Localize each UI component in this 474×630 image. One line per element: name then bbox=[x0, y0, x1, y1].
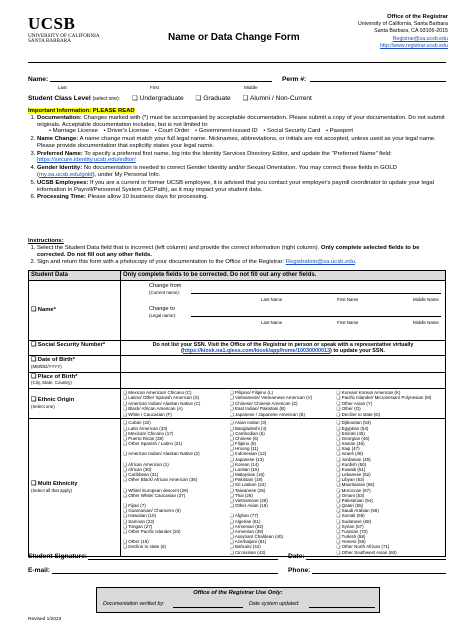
qless-kiosk-link[interactable]: https://kiosk.na1.qless.com/kiosk/app/home/10030000013 bbox=[182, 348, 331, 355]
email-label: E-mail: bbox=[28, 567, 50, 574]
ethnicity-option[interactable]: ❏ Korean (14) bbox=[229, 461, 259, 467]
gold-link[interactable]: my.sa.ucsb.edu/gold bbox=[38, 172, 93, 179]
date-updated-field[interactable] bbox=[309, 607, 375, 608]
ethnicity-option[interactable]: ❏ Kuwaiti (51) bbox=[336, 466, 366, 472]
ethnicity-option[interactable]: ❏ Chinese/ Chinese American (Z) bbox=[229, 400, 298, 406]
ethnicity-option[interactable]: ❏ Somali (69) bbox=[336, 513, 365, 519]
ethnicity-option[interactable]: ❏ Georgian (46) bbox=[336, 435, 370, 441]
ethnicity-option[interactable]: ❏ Asian Indian (3) bbox=[229, 420, 267, 426]
ethnicity-option[interactable]: ❏ Jordanian (49) bbox=[336, 456, 371, 462]
ethnicity-option[interactable]: ❏ American Indian/ Alaskan Native (C) bbox=[123, 400, 201, 406]
ethnicity-option[interactable]: ❏ Armenian (62) bbox=[229, 523, 264, 529]
ethnicity-option[interactable]: ❏ Circassian (43) bbox=[229, 549, 266, 555]
ethnic-col-1 bbox=[123, 390, 230, 417]
ethnicity-option[interactable]: ❏ Lebanese (52) bbox=[336, 472, 371, 478]
perm-field[interactable] bbox=[310, 81, 446, 82]
pob-checkbox[interactable]: ❏ Place of Birth* (City, State, Country) bbox=[29, 372, 121, 388]
student-data-table bbox=[28, 270, 446, 557]
ethnicity-option[interactable]: ❏ Armenian (39) bbox=[229, 528, 264, 534]
ethnicity-option[interactable]: ❏ Vietnamese/ Vietnamese American (V) bbox=[229, 395, 313, 401]
ethnicity-option[interactable]: ❏ Japanese / Japanese American (B) bbox=[229, 411, 305, 417]
ethnicity-option[interactable]: ❏ Korean/ Korean American (K) bbox=[336, 389, 401, 395]
ethnicity-option[interactable]: ❏ Laotian (15) bbox=[229, 466, 259, 472]
signature-label: Student Signature: bbox=[28, 553, 87, 560]
ethnicity-option[interactable]: ❏ Sri Lankan (24) bbox=[229, 482, 266, 488]
ethnicity-option[interactable]: ❏ Other North African (71) bbox=[336, 544, 390, 550]
dob-field[interactable] bbox=[121, 356, 446, 372]
class-alumni-checkbox[interactable]: ❏ Alumni / Non-Current bbox=[242, 95, 312, 102]
ethnicity-option[interactable]: ❏ Yemeni (59) bbox=[336, 539, 366, 545]
perm-label: Perm #: bbox=[282, 76, 307, 83]
ethnicity-option[interactable]: ❏ Black/ African American (A) bbox=[123, 406, 183, 412]
registrar-contact: Office of the Registrar University of California, Santa Barbara Santa Barbara, CA 93106-2015 Registrar@sa.ucsb.edu http://www.registrar.ucsb.edu bbox=[357, 14, 448, 50]
ethnicity-option[interactable]: ❏ White / Caucasian (F) bbox=[123, 411, 172, 417]
pob-field[interactable] bbox=[121, 372, 446, 388]
registrar-web-link[interactable]: http://www.registrar.ucsb.edu bbox=[379, 43, 448, 50]
ethnicity-option[interactable]: ❏ Djiboutian (53) bbox=[336, 420, 371, 426]
ethnicity-option[interactable]: ❏ Pilipino/ Filipino (L) bbox=[229, 389, 273, 395]
ethnicity-option[interactable]: ❏ Iraqi (47) bbox=[336, 446, 360, 452]
ethnicity-option[interactable]: ❏ Saudi Arabian (56) bbox=[336, 508, 379, 514]
ethnicity-option[interactable]: ❏ Latin American (33) bbox=[123, 425, 168, 431]
dob-row bbox=[29, 356, 446, 372]
ethnicity-option[interactable]: ❏ Taiwanese (25) bbox=[229, 487, 266, 493]
ethnicity-option[interactable]: ❏ Libyan (53) bbox=[336, 477, 365, 483]
ethnicity-option[interactable]: ❏ Sudanese (68) bbox=[336, 518, 372, 524]
ethnicity-option[interactable]: ❏ American Indian/ Alaskan Native (2) bbox=[123, 451, 200, 457]
ethnicity-option[interactable]: ❏ Latino/ Other Spanish American (S) bbox=[123, 395, 200, 401]
ethnic-origin-row bbox=[29, 388, 446, 418]
ethnicity-option[interactable]: ❏ Egyptian (54) bbox=[336, 425, 369, 431]
ethnicity-option[interactable]: ❏ Turkish (58) bbox=[336, 534, 366, 540]
ethnicity-option[interactable]: ❏ Kurdish (50) bbox=[336, 461, 367, 467]
multi-col-1 bbox=[123, 420, 230, 554]
ethnicity-option[interactable]: ❏ Emirati (45) bbox=[336, 430, 365, 436]
ethnicity-option[interactable]: ❏ Decline to state (6) bbox=[123, 544, 167, 550]
multi-col-3 bbox=[336, 420, 443, 554]
multi-ethnicity-checkbox[interactable]: ❏ Multi Ethnicity (Select all that apply) bbox=[29, 419, 121, 556]
ethnicity-option[interactable]: ❏ African American (1) bbox=[123, 461, 169, 467]
ethnicity-option[interactable]: ❏ Other Southwest Asian (60) bbox=[336, 549, 397, 555]
office-use-box: Office of the Registrar Use Only: Documentation verified by: Date system updated: bbox=[96, 587, 380, 613]
ethnicity-option[interactable]: ❏ Afghan (77) bbox=[229, 513, 259, 519]
ethnicity-option[interactable]: ❏ Iranian (46) bbox=[336, 441, 365, 447]
class-level: Student Class Level (select one): ❏ Undergraduate ❏ Graduate ❏ Alumni / Non-Current bbox=[28, 95, 312, 102]
registrar-email-link[interactable]: Registrar@sa.ucsb.edu bbox=[392, 36, 448, 43]
ethnicity-option[interactable]: ❏ Tongan (27) bbox=[123, 523, 153, 529]
ethnicity-option[interactable]: ❏ Guamanian/ Chamorro (9) bbox=[123, 508, 181, 514]
phone-field[interactable] bbox=[312, 573, 446, 574]
ucsb-logo: UCSB UNIVERSITY OF CALIFORNIA SANTA BARBARA bbox=[28, 14, 100, 45]
ethnicity-option[interactable]: ❏ Pakistani (19) bbox=[229, 477, 263, 483]
ethnicity-option[interactable]: ❏ Other (O) bbox=[336, 406, 361, 412]
multi-ethnicity-row bbox=[29, 419, 446, 556]
ethnicity-option[interactable]: ❏ Other Asian (Y) bbox=[336, 400, 373, 406]
ethnic-origin-options bbox=[123, 390, 443, 417]
ethnicity-option[interactable]: ❏ Samoan (23) bbox=[123, 518, 155, 524]
ethnicity-option[interactable]: ❏ Hmong (11) bbox=[229, 446, 259, 452]
ethnicity-option[interactable]: ❏ Puerto Rican (38) bbox=[123, 435, 164, 441]
registration-email-link[interactable]: Registration@sa.ucsb.edu bbox=[285, 259, 355, 266]
identity-editor-link[interactable]: https://secure.identity.ucsb.edu/editor/ bbox=[37, 157, 136, 164]
ethnicity-option[interactable]: ❏ White/ European descent (29) bbox=[123, 487, 189, 493]
ethnicity-option[interactable]: ❏ Mexican American/ Chicano (C) bbox=[123, 389, 192, 395]
ethnicity-option[interactable]: ❏ Japanese (13) bbox=[229, 456, 264, 462]
ssn-checkbox[interactable]: ❏ Social Security Number* bbox=[29, 340, 121, 355]
ethnicity-option[interactable]: ❏ Other White/ Caucasian (37) bbox=[123, 492, 186, 498]
ethnicity-option[interactable]: ❏ Syrian (57) bbox=[336, 523, 364, 529]
ethnicity-option[interactable]: ❏ East Indian/ Pakistani (B) bbox=[229, 406, 286, 412]
ethnicity-option[interactable]: ❏ Mexican/ Chicano (17) bbox=[123, 430, 174, 436]
name-field[interactable] bbox=[50, 81, 272, 82]
page-header bbox=[28, 14, 448, 58]
verified-by-field[interactable] bbox=[173, 607, 243, 608]
instructions: Instructions: 1. Select the Student Data field that is incorrect (left column) and provide the correct information (right column). Only complete selected fields to be corrected. Do not fill out any other fields. 2. Sign and return this form with a photocopy of your documentation to the Office of the Registrar: Registration@sa.ucsb.edu. bbox=[28, 238, 446, 267]
ethnicity-option[interactable]: ❏ Mauritanian (66) bbox=[336, 482, 375, 488]
phone-label: Phone: bbox=[288, 567, 311, 574]
class-undergraduate-checkbox[interactable]: ❏ Undergraduate bbox=[131, 95, 184, 102]
multi-ethnicity-options bbox=[123, 420, 443, 554]
ethnic-col-3 bbox=[336, 390, 443, 417]
ethnicity-option[interactable]: ❏ Caribbean (31) bbox=[123, 472, 159, 478]
ethnicity-option[interactable]: ❏ Algerian (61) bbox=[229, 518, 261, 524]
ethnicity-option[interactable]: ❏ Assyrian/ Chaldean (40) bbox=[229, 534, 283, 540]
ethnicity-option[interactable]: ❏ Palestinian (54) bbox=[336, 497, 373, 503]
form-title: Name or Data Change Form bbox=[168, 32, 300, 43]
name-label: Name: bbox=[28, 76, 49, 83]
ethnicity-option[interactable]: ❏ Other Pacific Islander (20) bbox=[123, 528, 181, 534]
ethnic-origin-checkbox[interactable]: ❏ Ethnic Origin (Select one) bbox=[29, 388, 121, 418]
name-row: ❏ Name* Change from (Current name): Last Name First Name Middle Name Change to (Legal name): Last Name First Name Middle Name bbox=[29, 280, 446, 340]
ethnicity-option[interactable]: ❏ Malaysian (16) bbox=[229, 472, 265, 478]
ethnicity-option[interactable]: ❏ Chinese (6) bbox=[229, 435, 259, 441]
date-field[interactable] bbox=[306, 559, 446, 560]
ethnicity-option[interactable]: ❏ Other (18) bbox=[123, 539, 149, 545]
header-divider bbox=[28, 62, 446, 63]
ethnicity-option[interactable]: ❏ Thai (26) bbox=[229, 492, 253, 498]
ethnicity-option[interactable]: ❏ Other Black/ African American (36) bbox=[123, 477, 198, 483]
date-label: Date: bbox=[288, 553, 305, 560]
dob-checkbox[interactable]: ❏ Date of Birth* (MM/DD/YYYY) bbox=[29, 356, 121, 372]
ethnicity-option[interactable]: ❏ Azerbaijani (81) bbox=[229, 539, 267, 545]
ethnicity-option[interactable]: ❏ Tunisian (70) bbox=[336, 528, 368, 534]
signature-field[interactable] bbox=[88, 559, 278, 560]
ethnicity-option[interactable]: ❏ Israeli (48) bbox=[336, 451, 363, 457]
multi-col-2 bbox=[230, 420, 337, 554]
ethnicity-option[interactable]: ❏ Other Asian (19) bbox=[229, 503, 268, 509]
pob-row bbox=[29, 372, 446, 388]
legal-name-field[interactable] bbox=[191, 316, 441, 317]
ethnicity-option[interactable]: ❏ Filipino (8) bbox=[229, 441, 256, 447]
ethnicity-option[interactable]: ❏ Pacific Islander/ Micronesian/ Polynesian (M) bbox=[336, 395, 432, 401]
ethnicity-option[interactable]: ❏ Fijian (7) bbox=[123, 503, 146, 509]
class-graduate-checkbox[interactable]: ❏ Graduate bbox=[195, 95, 231, 102]
ethnicity-option[interactable]: ❏ Bangladeshi (4) bbox=[229, 425, 267, 431]
ethnicity-option[interactable]: ❏ Other Spanish / Latino (21) bbox=[123, 441, 183, 447]
ethnicity-option[interactable]: ❏ Bahraini (42) bbox=[229, 544, 261, 550]
table-header-row: Student Data Only complete fields to be corrected. Do not fill out any other fields. bbox=[29, 271, 446, 281]
ethnicity-option[interactable]: ❏ Qatari (55) bbox=[336, 503, 364, 509]
current-name-field[interactable] bbox=[191, 293, 441, 294]
ethnicity-option[interactable]: ❏ Decline to state (D) bbox=[336, 411, 381, 417]
important-information: Important Information: PLEASE READ 1. Documentation: Changes marked with (*) must be accompanied by acceptable documentation. Please submit a copy of your documentation. Do not submit originals. Acceptable documentation includes, but is not limited to: • Marriage License • Driver's License • Court Order • Government-issued ID • Social Security Card • Passport 2. Name Change: A name change must match your full legal name. Nicknames, abbreviations, or initials are not accepted, unless used as your legal name. Please provide documentation that explicitly states your legal name. 3. Preferred Name: To specify a preferred first name, log into the Identity Services Directory Editor, and update the "Preferred Name" field: https://secure.identity.ucsb.edu/editor/ 4. Gender Identity: No documentation is needed to correct Gender Identity and/or Sexual Orientation. You may correct these fields in GOLD (my.sa.ucsb.edu/gold), under My Personal Info. 5. UCSB Employees: If you are a current or former UCSB employee, it is advised that you contact your employer's payroll coordinator to update your legal information in Payroll/Personnel System (UCPath), as it may impact your student data. 6. Processing Time: Please allow 10 business days for processing. bbox=[28, 108, 446, 202]
ethnicity-option[interactable]: ❏ Hawaiian (10) bbox=[123, 513, 157, 519]
ethnicity-option[interactable]: ❏ Vietnamese (28) bbox=[229, 497, 268, 503]
ethnicity-option[interactable]: ❏ African (30) bbox=[123, 466, 152, 472]
revision-date: Revised 1/2023 bbox=[28, 617, 62, 622]
ethnicity-option[interactable]: ❏ Cuban (32) bbox=[123, 420, 151, 426]
name-checkbox[interactable]: ❏ Name* bbox=[29, 280, 121, 340]
ethnicity-option[interactable]: ❏ Omani (53) bbox=[336, 492, 365, 498]
ssn-row: ❏ Social Security Number* Do not list your SSN. Visit the Office of the Registrar in person or speak with a representative virtually (https://kiosk.na1.qless.com/kiosk/app/home/10030000013) to update your SSN. bbox=[29, 340, 446, 355]
ethnic-col-2 bbox=[230, 390, 337, 417]
ethnicity-option[interactable]: ❏ Cambodian (5) bbox=[229, 430, 265, 436]
email-field[interactable] bbox=[52, 573, 278, 574]
ethnicity-option[interactable]: ❏ Moroccan (67) bbox=[336, 487, 371, 493]
ethnicity-option[interactable]: ❏ Indonesian (12) bbox=[229, 451, 267, 457]
